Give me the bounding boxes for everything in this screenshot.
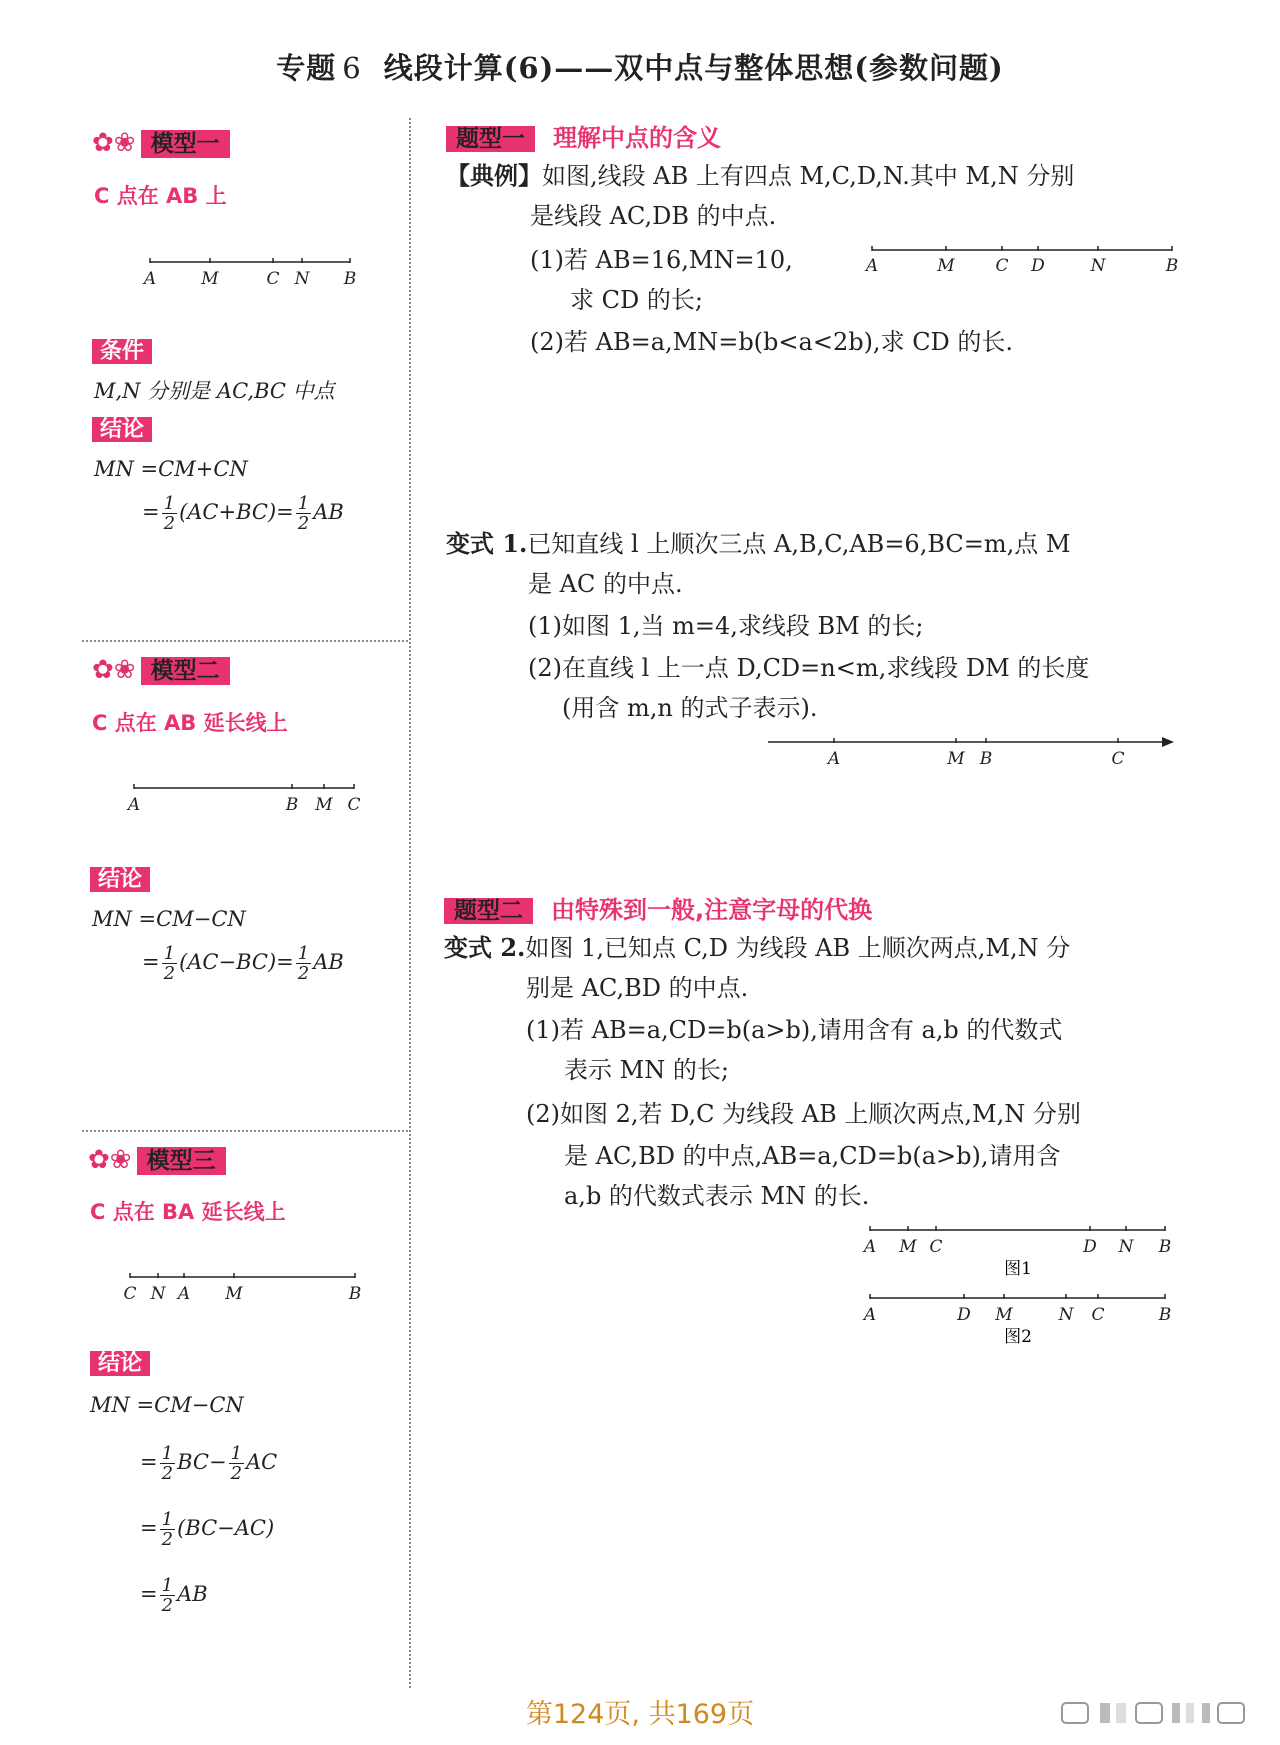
half-fraction: $\frac{1}{2}$ xyxy=(161,1575,174,1616)
model-3-tag: 模型三 xyxy=(137,1147,226,1175)
point-label-A: A xyxy=(827,749,841,769)
point-label-A: A xyxy=(865,256,879,276)
variant-1-q2b: (用含 m,n 的式子表示). xyxy=(562,694,818,722)
example-figure xyxy=(860,240,1180,280)
point-label-C: C xyxy=(929,1237,943,1257)
flower-icon: ✿❀ xyxy=(92,655,136,685)
variant-1-line2: 是 AC 的中点. xyxy=(528,570,683,598)
point-label-M: M xyxy=(201,269,219,289)
model-2-figure xyxy=(124,776,364,816)
model-1-conclusion-tag: 结论 xyxy=(92,417,152,442)
variant-1-line1: 变式 1.已知直线 l 上顺次三点 A,B,C,AB=6,BC=m,点 M xyxy=(446,529,1071,558)
model-2-conclusion-tag-wrap xyxy=(90,866,150,894)
section-2-header xyxy=(444,890,872,926)
model-1-subtitle: C 点在 AB 上 xyxy=(94,184,227,208)
model-divider-1 xyxy=(82,640,408,642)
model-3-figure xyxy=(120,1265,370,1305)
model-1-eq-line2: = $\frac{1}{2}$ (AC+BC)= $\frac{1}{2}$ AB xyxy=(142,493,344,534)
model-divider-2 xyxy=(82,1130,408,1132)
column-divider xyxy=(409,118,411,1688)
model-1-condition-tag: 条件 xyxy=(92,339,152,364)
example-label: 【典例】 xyxy=(446,161,542,190)
flower-icon: ✿❀ xyxy=(92,128,136,158)
page-view-icon[interactable] xyxy=(1218,1703,1244,1723)
example-line1: 【典例】如图,线段 AB 上有四点 M,C,D,N.其中 M,N 分别 xyxy=(446,161,1075,190)
variant-1-label: 变式 1. xyxy=(446,529,528,558)
point-label-N: N xyxy=(1090,256,1106,276)
point-label-A: A xyxy=(863,1305,877,1325)
point-label-C: C xyxy=(1091,1305,1105,1325)
half-fraction: $\frac{1}{2}$ xyxy=(297,493,310,534)
section-2-title: 由特殊到一般,注意字母的代换 xyxy=(551,896,873,924)
model-2-conclusion-tag: 结论 xyxy=(90,867,150,892)
point-label-B: B xyxy=(285,795,299,815)
point-label-A: A xyxy=(177,1284,191,1304)
point-label-C: C xyxy=(995,256,1009,276)
point-label-C: C xyxy=(347,795,361,815)
model-3-header xyxy=(88,1145,226,1176)
point-label-M: M xyxy=(225,1284,243,1304)
model-3-eq-line4: = $\frac{1}{2}$ AB xyxy=(140,1575,208,1616)
half-fraction: $\frac{1}{2}$ xyxy=(161,1509,174,1550)
arrow-icon xyxy=(1162,737,1174,747)
half-fraction: $\frac{1}{2}$ xyxy=(161,1443,174,1484)
section-1-title: 理解中点的含义 xyxy=(553,124,721,152)
bar-icon xyxy=(1202,1703,1210,1723)
topic-label: 专题 xyxy=(276,51,337,85)
model-3-eq-line1: MN =CM−CN xyxy=(90,1393,244,1417)
half-fraction: $\frac{1}{2}$ xyxy=(230,1443,243,1484)
page-view-icon[interactable] xyxy=(1136,1703,1162,1723)
model-1-condition-tag-wrap xyxy=(92,338,152,366)
model-1-conclusion-tag-wrap xyxy=(92,416,152,444)
reader-toolbar[interactable] xyxy=(1060,1700,1250,1726)
point-label-A: A xyxy=(143,269,157,289)
model-1-condition: M,N 分别是 AC,BC 中点 xyxy=(94,379,335,403)
model-3-conclusion-tag: 结论 xyxy=(90,1351,150,1376)
model-1-tag: 模型一 xyxy=(141,130,230,158)
point-label-B: B xyxy=(343,269,357,289)
bar-icon xyxy=(1116,1703,1126,1723)
point-label-N: N xyxy=(1118,1237,1134,1257)
model-2-header xyxy=(92,655,230,686)
example-q1b: 求 CD 的长; xyxy=(570,286,703,314)
point-label-M: M xyxy=(947,749,965,769)
example-q1a: (1)若 AB=16,MN=10, xyxy=(530,246,793,274)
point-label-D: D xyxy=(1083,1237,1097,1257)
bar-icon xyxy=(1172,1703,1180,1723)
variant-1-figure xyxy=(760,732,1180,772)
point-label-B: B xyxy=(1158,1305,1172,1325)
variant-2-figure-1 xyxy=(860,1222,1180,1286)
point-label-M: M xyxy=(995,1305,1013,1325)
model-2-eq-line2: = $\frac{1}{2}$ (AC−BC)= $\frac{1}{2}$ AB xyxy=(142,943,344,984)
point-label-N: N xyxy=(1058,1305,1074,1325)
model-3-eq-line2: = $\frac{1}{2}$ BC− $\frac{1}{2}$ AC xyxy=(140,1443,278,1484)
variant-2-q1a: (1)若 AB=a,CD=b(a>b),请用含有 a,b 的代数式 xyxy=(526,1016,1063,1044)
point-label-N: N xyxy=(294,269,310,289)
point-label-M: M xyxy=(315,795,333,815)
half-fraction: $\frac{1}{2}$ xyxy=(297,943,310,984)
point-label-C: C xyxy=(123,1284,137,1304)
model-1-header xyxy=(92,128,230,159)
model-2-eq-line1: MN =CM−CN xyxy=(92,907,246,931)
page-title xyxy=(0,46,1280,87)
variant-2-line1: 变式 2.如图 1,已知点 C,D 为线段 AB 上顺次两点,M,N 分 xyxy=(444,933,1071,962)
half-fraction: $\frac{1}{2}$ xyxy=(163,943,176,984)
point-label-M: M xyxy=(899,1237,917,1257)
variant-2-q2b: 是 AC,BD 的中点,AB=a,CD=b(a>b),请用含 xyxy=(564,1142,1061,1170)
topic-title: 线段计算(6)——双中点与整体思想(参数问题) xyxy=(383,51,1004,85)
variant-2-figure-2 xyxy=(860,1290,1180,1354)
variant-2-line2: 别是 AC,BD 的中点. xyxy=(526,974,749,1002)
point-label-D: D xyxy=(957,1305,971,1325)
variant-2-label: 变式 2. xyxy=(444,933,526,962)
model-3-eq-line3: = $\frac{1}{2}$ (BC−AC) xyxy=(140,1509,275,1550)
section-1-tag: 题型一 xyxy=(446,126,535,152)
point-label-M: M xyxy=(937,256,955,276)
point-label-B: B xyxy=(348,1284,362,1304)
flower-icon: ✿❀ xyxy=(88,1145,132,1175)
variant-2-q2a: (2)如图 2,若 D,C 为线段 AB 上顺次两点,M,N 分别 xyxy=(526,1100,1081,1128)
point-label-N: N xyxy=(150,1284,166,1304)
model-1-eq-line1: MN =CM+CN xyxy=(94,457,248,481)
variant-2-q2c: a,b 的代数式表示 MN 的长. xyxy=(564,1182,870,1210)
bar-icon xyxy=(1186,1703,1194,1723)
point-label-D: D xyxy=(1031,256,1045,276)
section-1-header xyxy=(446,118,721,154)
section-2-tag: 题型二 xyxy=(444,898,533,924)
variant-2-q1b: 表示 MN 的长; xyxy=(564,1056,729,1084)
model-2-tag: 模型二 xyxy=(141,657,230,685)
point-label-B: B xyxy=(1158,1237,1172,1257)
variant-1-q1: (1)如图 1,当 m=4,求线段 BM 的长; xyxy=(528,612,924,640)
variant-1-q2a: (2)在直线 l 上一点 D,CD=n<m,求线段 DM 的长度 xyxy=(528,654,1090,682)
model-3-subtitle: C 点在 BA 延长线上 xyxy=(90,1200,286,1224)
point-label-C: C xyxy=(266,269,280,289)
point-label-A: A xyxy=(127,795,141,815)
page-indicator: 第124页, 共169页 xyxy=(525,1699,755,1730)
point-label-B: B xyxy=(979,749,993,769)
model-1-figure xyxy=(140,250,360,290)
half-fraction: $\frac{1}{2}$ xyxy=(163,493,176,534)
example-line2: 是线段 AC,DB 的中点. xyxy=(530,202,777,230)
figure-2-caption: 图2 xyxy=(1004,1327,1032,1347)
point-label-A: A xyxy=(863,1237,877,1257)
point-label-C: C xyxy=(1111,749,1125,769)
bar-icon xyxy=(1100,1703,1110,1723)
topic-number: 6 xyxy=(342,51,362,85)
model-2-subtitle: C 点在 AB 延长线上 xyxy=(92,711,288,735)
page-view-icon[interactable] xyxy=(1062,1703,1088,1723)
figure-1-caption: 图1 xyxy=(1004,1259,1032,1279)
point-label-B: B xyxy=(1165,256,1179,276)
example-q2: (2)若 AB=a,MN=b(b<a<2b),求 CD 的长. xyxy=(530,328,1014,356)
model-3-conclusion-tag-wrap xyxy=(90,1350,150,1378)
